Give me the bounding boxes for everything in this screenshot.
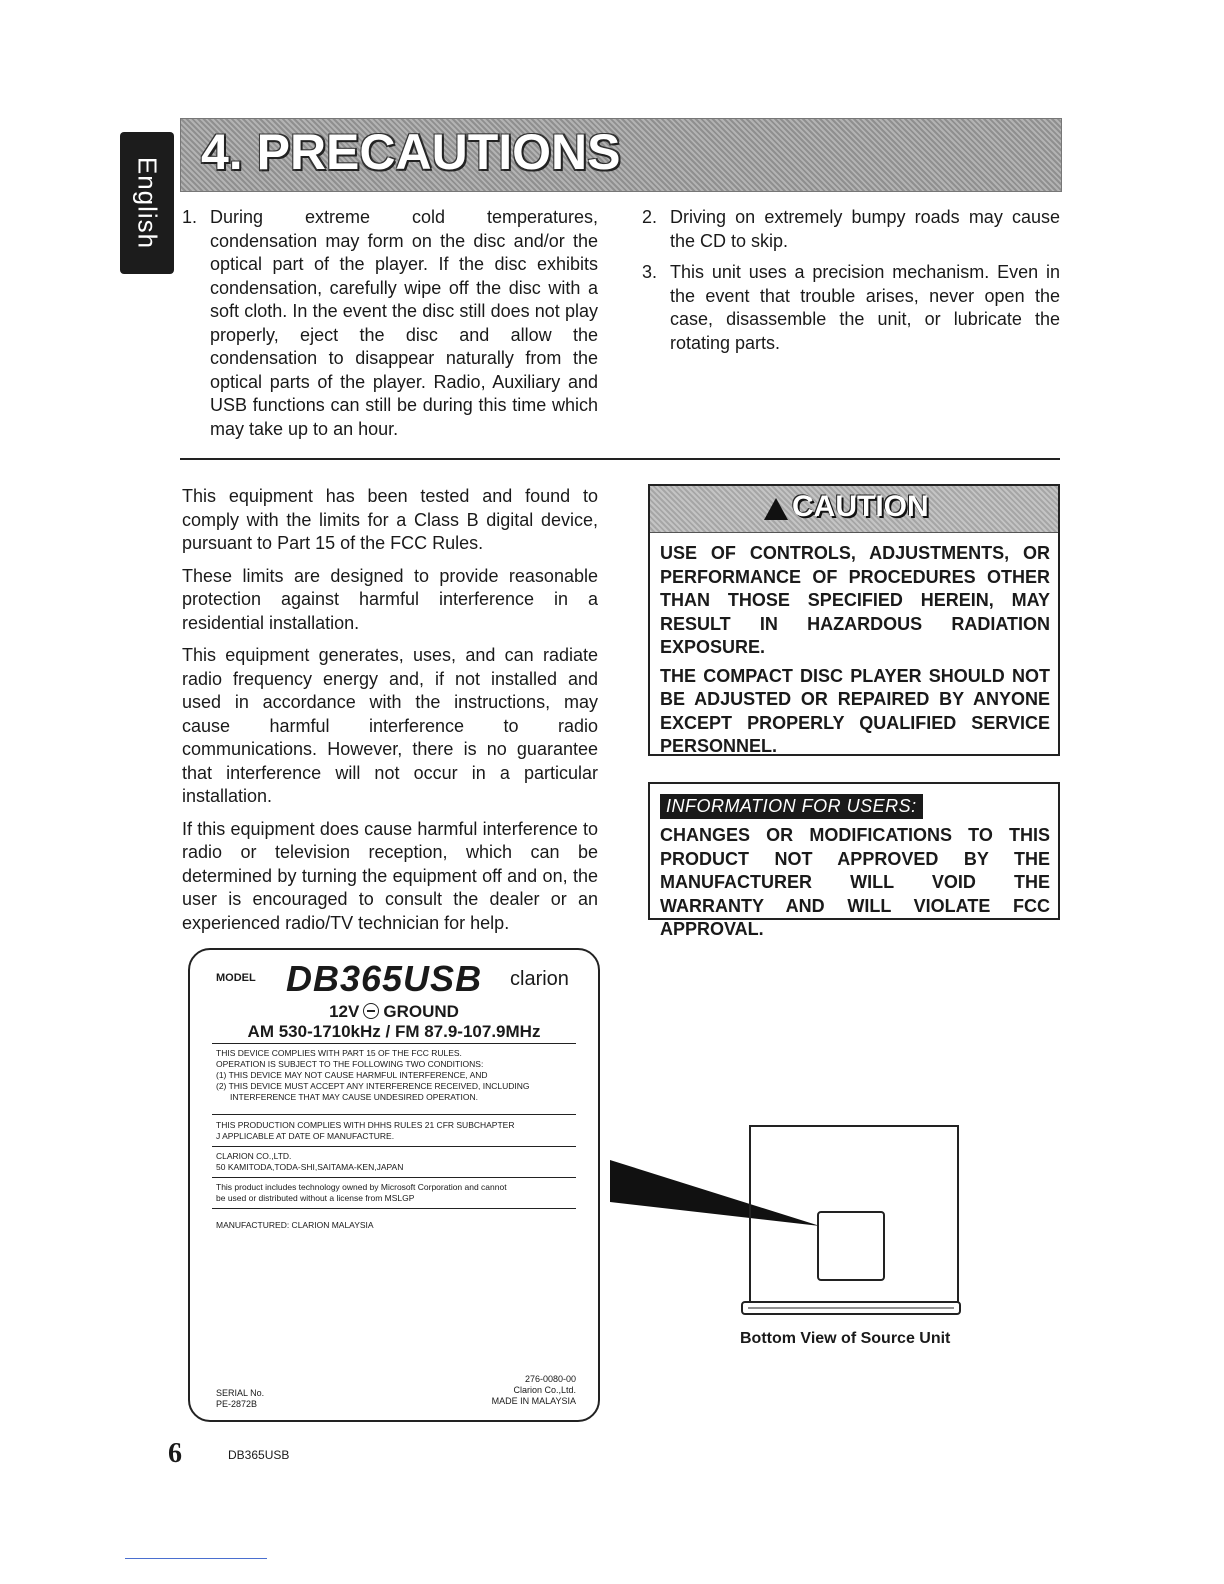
voltage: 12V bbox=[329, 1002, 360, 1021]
section-divider bbox=[180, 458, 1060, 460]
serial-info bbox=[216, 1388, 264, 1410]
model-word: MODEL bbox=[216, 972, 256, 984]
part-number: 276-0080-00 bbox=[524, 1374, 576, 1384]
label-divider bbox=[212, 1114, 576, 1115]
product-label bbox=[188, 948, 600, 1422]
compliance-line: (1) THIS DEVICE MAY NOT CAUSE HARMFUL INTERFERENCE, AND bbox=[216, 1070, 488, 1080]
label-location bbox=[818, 1212, 884, 1280]
precaution-number: 3. bbox=[642, 262, 658, 282]
fcc-paragraph: These limits are designed to provide reasonable protection against harmful interference in a residential installation. bbox=[182, 565, 598, 633]
footer-rule bbox=[125, 1558, 267, 1559]
caution-header bbox=[650, 486, 1058, 533]
fcc-statement bbox=[182, 485, 598, 944]
info-label: INFORMATION FOR USERS: bbox=[660, 794, 923, 819]
information-for-users-box bbox=[648, 782, 1060, 939]
page-number: 6 bbox=[168, 1438, 182, 1469]
precaution-text: Driving on extremely bumpy roads may cause the CD to skip. bbox=[670, 207, 1060, 251]
precaution-text: This unit uses a precision mechanism. Even in the event that trouble arises, never open the case, disassemble the unit, or lubricate the rotating parts. bbox=[670, 262, 1060, 353]
model-number: DB365USB bbox=[286, 958, 483, 999]
ground: GROUND bbox=[383, 1002, 459, 1021]
diagram-caption: Bottom View of Source Unit bbox=[740, 1330, 951, 1347]
microsoft-notice bbox=[216, 1182, 576, 1204]
section-banner bbox=[180, 118, 1062, 192]
language-tab bbox=[120, 132, 174, 274]
label-divider bbox=[212, 1208, 576, 1209]
precaution-text: During extreme cold temperatures, condensation may form on the disc and/or the optical part of the player. If the disc exhibits condensation, carefully wipe off the disc with a soft cloth. In the event the disc still does not play properly, eject the disc and allow the condensation to disappear naturally from the optical parts of the player. Radio, Auxiliary and USB functions can still be during this time which may take up to an hour. bbox=[210, 207, 598, 439]
manufacturer-info bbox=[492, 1374, 576, 1407]
voltage-line bbox=[190, 1002, 598, 1022]
compliance-line: (2) THIS DEVICE MUST ACCEPT ANY INTERFERENCE RECEIVED, INCLUDING bbox=[216, 1081, 530, 1091]
precaution-number: 1. bbox=[182, 207, 198, 227]
warning-triangle-icon bbox=[764, 498, 788, 520]
brand-logo: clarion bbox=[510, 968, 569, 990]
company-short: Clarion Co.,Ltd. bbox=[513, 1385, 576, 1395]
company-line: 50 KAMITODA,TODA-SHI,SAITAMA-KEN,JAPAN bbox=[216, 1162, 404, 1172]
caution-paragraph: THE COMPACT DISC PLAYER SHOULD NOT BE ADJUSTED OR REPAIRED BY ANYONE EXCEPT PROPERLY QUALIFIED SERVICE PERSONNEL. bbox=[660, 665, 1050, 756]
fcc-paragraph: If this equipment does cause harmful interference to radio or television reception, which can be determined by turning the equipment off and on, the user is encouraged to consult the dealer or an experienced radio/TV technician for help. bbox=[182, 818, 598, 933]
dhhs-line: J APPLICABLE AT DATE OF MANUFACTURE. bbox=[216, 1131, 395, 1141]
caution-box bbox=[648, 484, 1060, 756]
precaution-number: 2. bbox=[642, 207, 658, 227]
fcc-compliance-text bbox=[216, 1048, 576, 1103]
compliance-line: OPERATION IS SUBJECT TO THE FOLLOWING TWO CONDITIONS: bbox=[216, 1059, 484, 1069]
frequency-range: AM 530-1710kHz / FM 87.9-107.9MHz bbox=[247, 1022, 541, 1041]
info-text: CHANGES OR MODIFICATIONS TO THIS PRODUCT NOT APPROVED BY THE MANUFACTURER WILL VOID THE WARRANTY AND WILL VIOLATE FCC APPROVAL. bbox=[660, 825, 1050, 939]
bottom-view-diagram bbox=[608, 1120, 968, 1320]
made-in: MADE IN MALAYSIA bbox=[491, 1396, 576, 1406]
compliance-line: THIS DEVICE COMPLIES WITH PART 15 OF THE FCC RULES. bbox=[216, 1048, 462, 1058]
dhhs-line: THIS PRODUCTION COMPLIES WITH DHHS RULES 21 CFR SUBCHAPTER bbox=[216, 1120, 515, 1130]
label-pointer bbox=[610, 1160, 820, 1226]
label-divider bbox=[212, 1177, 576, 1178]
language-tab-label: English bbox=[132, 156, 163, 250]
company-address bbox=[216, 1151, 576, 1173]
caution-paragraph: USE OF CONTROLS, ADJUSTMENTS, OR PERFORMANCE OF PROCEDURES OTHER THAN THOSE SPECIFIED HEREIN, MAY RESULT IN HAZARDOUS RADIATION EXPOSURE. bbox=[660, 543, 1050, 657]
compliance-line: INTERFERENCE THAT MAY CAUSE UNDESIRED OPERATION. bbox=[230, 1092, 478, 1102]
label-divider bbox=[212, 1043, 576, 1044]
caution-title: CAUTION bbox=[792, 490, 929, 523]
negative-ground-icon bbox=[363, 1003, 379, 1019]
microsoft-line: This product includes technology owned by Microsoft Corporation and cannot bbox=[216, 1182, 507, 1192]
fcc-paragraph: This equipment generates, uses, and can radiate radio frequency energy and, if not installed and used in accordance with the instructions, may cause harmful interference to radio communications. However, there is no guarantee that interference will not occur in a particular installation. bbox=[182, 645, 598, 806]
caution-text bbox=[660, 542, 1050, 764]
footer-model: DB365USB bbox=[228, 1448, 290, 1462]
company-line: CLARION CO.,LTD. bbox=[216, 1151, 292, 1161]
dhhs-text bbox=[216, 1120, 576, 1142]
manufactured-text bbox=[216, 1220, 576, 1231]
label-divider bbox=[212, 1146, 576, 1147]
fcc-paragraph: This equipment has been tested and found to comply with the limits for a Class B digital device, pursuant to Part 15 of the FCC Rules. bbox=[182, 486, 598, 553]
section-title: 4. PRECAUTIONS bbox=[201, 124, 621, 180]
microsoft-line: be used or distributed without a license from MSLGP bbox=[216, 1193, 415, 1203]
manufactured-line: MANUFACTURED: CLARION MALAYSIA bbox=[216, 1220, 374, 1230]
serial-label: SERIAL No. bbox=[216, 1388, 265, 1398]
serial-code: PE-2872B bbox=[216, 1399, 258, 1409]
